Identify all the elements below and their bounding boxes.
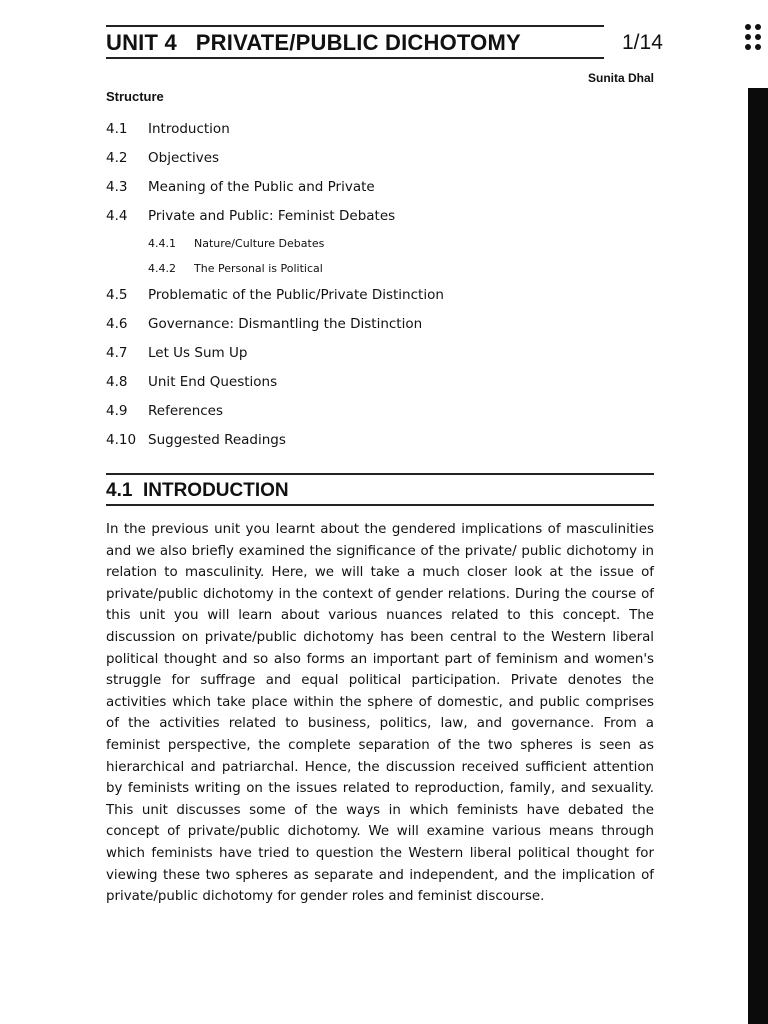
more-options-icon[interactable] — [744, 24, 764, 56]
toc-item-label: Problematic of the Public/Private Distinction — [148, 287, 444, 303]
toc-item-label: The Personal is Political — [194, 262, 323, 275]
toc-item-number: 4.6 — [106, 316, 128, 332]
scroll-bar[interactable] — [748, 88, 768, 1024]
toc-item-label: Objectives — [148, 150, 220, 166]
toc-item-label: Introduction — [148, 121, 230, 137]
toc-item-label: Meaning of the Public and Private — [148, 179, 375, 195]
toc-item-number: 4.8 — [106, 374, 128, 390]
section-rule-top — [106, 473, 654, 475]
toc-item-number: 4.5 — [106, 287, 128, 303]
header-rule-top — [106, 25, 604, 27]
toc-item-label: Let Us Sum Up — [148, 345, 248, 361]
toc-item-number: 4.4.1 — [148, 237, 176, 250]
section-title: 4.1 INTRODUCTION — [106, 480, 289, 501]
toc-item-number: 4.10 — [106, 432, 137, 448]
toc-item-label: Nature/Culture Debates — [194, 237, 325, 250]
toc-item-number: 4.9 — [106, 403, 128, 419]
section-rule-bottom — [106, 504, 654, 506]
unit-title: UNIT 4 PRIVATE/PUBLIC DICHOTOMY — [106, 30, 521, 55]
author-name: Sunita Dhal — [587, 71, 654, 85]
toc-item-number: 4.7 — [106, 345, 128, 361]
toc-item-number: 4.3 — [106, 179, 128, 195]
toc-item-label: Private and Public: Feminist Debates — [148, 208, 396, 224]
toc-item-number: 4.4.2 — [148, 262, 176, 275]
structure-heading: Structure — [106, 89, 164, 104]
page-counter: 1/14 — [622, 31, 663, 54]
body-paragraph: In the previous unit you learnt about the gendered implications of masculinities and we also briefly examined the significance of the private/ public dichotomy in relation to masculinity. Here, we will take a much closer look at the issue of private/public dichotomy in the context of gender relations. During the course of this unit you will learn about various nuances related to this concept. The discussion on private/public dichotomy has been central to the Western liberal political thought and so also forms an important part of feminism and women's struggle for suffrage and equal political participation. Private denotes the activities which take place within the sphere of domestic, and public comprises of the activities related to business, politics, law, and governance. From a feminist perspective, the complete separation of the two spheres is seen as hierarchical and patriarchal. Hence, the discussion received sufficient attention by feminists writing on the issues related to reproduction, family, and sexuality. This unit discusses some of the ways in which feminists have debated the concept of private/public dichotomy. We will examine various means through which feminists have tried to question the Western liberal political thought for viewing these two spheres as separate and independent, and the implication of private/public dichotomy for gender roles and feminist discourse. — [106, 522, 654, 905]
header-rule-bottom — [106, 57, 604, 59]
toc-item-number: 4.4 — [106, 208, 128, 224]
toc-item-number: 4.2 — [106, 150, 128, 166]
toc-item-label: Governance: Dismantling the Distinction — [148, 316, 423, 332]
toc-item-label: Suggested Readings — [148, 432, 286, 448]
toc-item-label: References — [148, 403, 224, 419]
toc-item-label: Unit End Questions — [148, 374, 278, 390]
toc-item-number: 4.1 — [106, 121, 128, 137]
